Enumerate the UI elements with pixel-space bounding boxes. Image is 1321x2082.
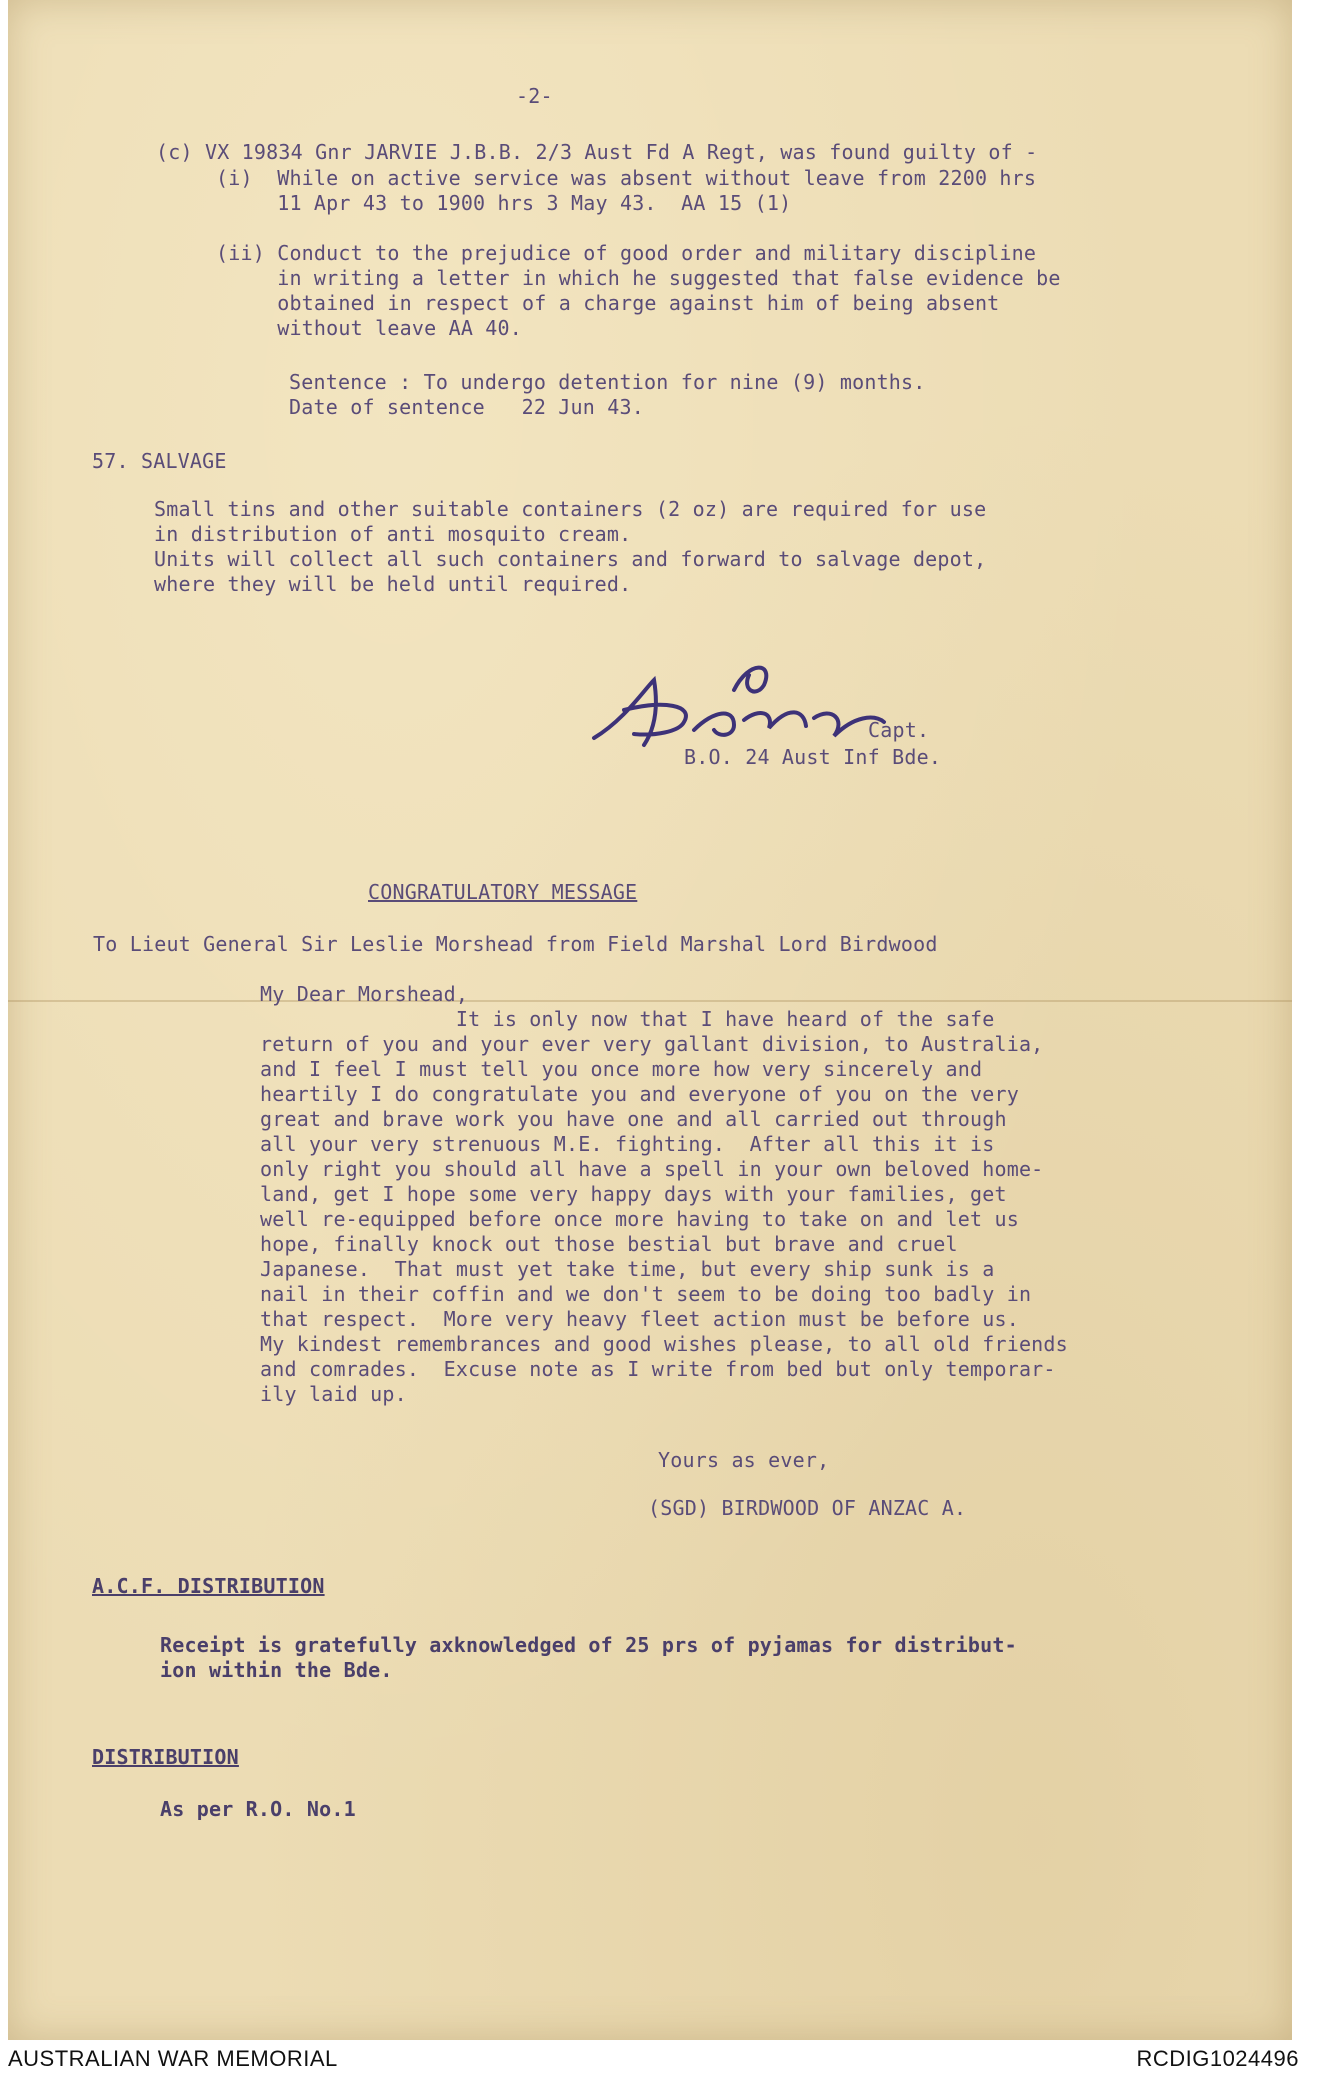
salvage-heading: 57. SALVAGE <box>92 449 227 473</box>
distribution-body: As per R.O. No.1 <box>160 1797 356 1821</box>
salvage-body: Small tins and other suitable containers (2 oz) are required for use in distribution of anti mosquito cream. Units will collect all such containers and forward to salvage depot, where they will be held until required. <box>154 497 987 596</box>
signature-rank: Capt. <box>868 718 930 742</box>
item-c-heading: (c) VX 19834 Gnr JARVIE J.B.B. 2/3 Aust Fd A Regt, was found guilty of - <box>156 140 1038 164</box>
item-c-charge-ii: (ii) Conduct to the prejudice of good order and military discipline in writing a letter in which he suggested that false evidence be obtained in respect of a charge against him of being absent without leave AA 40. <box>216 241 1061 340</box>
distribution-heading: DISTRIBUTION <box>92 1745 239 1769</box>
letter-body: It is only now that I have heard of the safe return of you and your ever very gallant division, to Australia, and I feel I must tell you once more how very sincerely and heartily I do congratulate you and everyone of you on the very great and brave work you have one and all carried out through all your very strenuous M.E. fighting. After all this it is only right you should all have a spell in your own beloved home- land, get I hope some very happy days with your families, get well re-equipped before once more having to take on and let us hope, finally knock out those bestial but brave and cruel Japanese. That must yet take time, but every ship sunk is a nail in their coffin and we don't seem to be doing too badly in that respect. More very heavy fleet action must be before us. My kindest remembrances and good wishes please, to all old friends and comrades. Excuse note as I write from bed but only temporar- ily laid up. <box>260 1007 1068 1406</box>
signature-appointment: B.O. 24 Aust Inf Bde. <box>684 745 942 769</box>
letter-signed: (SGD) BIRDWOOD OF ANZAC A. <box>648 1496 967 1520</box>
item-c-charge-i: (i) While on active service was absent without leave from 2200 hrs 11 Apr 43 to 1900 hrs 3 May 43. AA 15 (1) <box>216 166 1037 215</box>
footer-archive-name: AUSTRALIAN WAR MEMORIAL <box>8 2046 338 2071</box>
officer-signature <box>584 650 924 760</box>
congratulatory-heading: CONGRATULATORY MESSAGE <box>368 880 638 904</box>
acf-heading: A.C.F. DISTRIBUTION <box>92 1574 325 1598</box>
page-number: -2- <box>516 84 553 108</box>
acf-body: Receipt is gratefully axknowledged of 25 prs of pyjamas for distribut- ion within the Bde. <box>160 1633 1017 1682</box>
document-page <box>8 0 1292 2040</box>
item-c-sentence: Sentence : To undergo detention for nine (9) months. Date of sentence 22 Jun 43. <box>289 370 926 419</box>
congratulatory-to-line: To Lieut General Sir Leslie Morshead from Field Marshal Lord Birdwood <box>93 932 938 956</box>
letter-salutation: My Dear Morshead, <box>260 982 469 1006</box>
footer-record-id: RCDIG1024496 <box>1136 2046 1299 2071</box>
paper-fold <box>8 1000 1292 1002</box>
letter-closing: Yours as ever, <box>658 1448 830 1472</box>
